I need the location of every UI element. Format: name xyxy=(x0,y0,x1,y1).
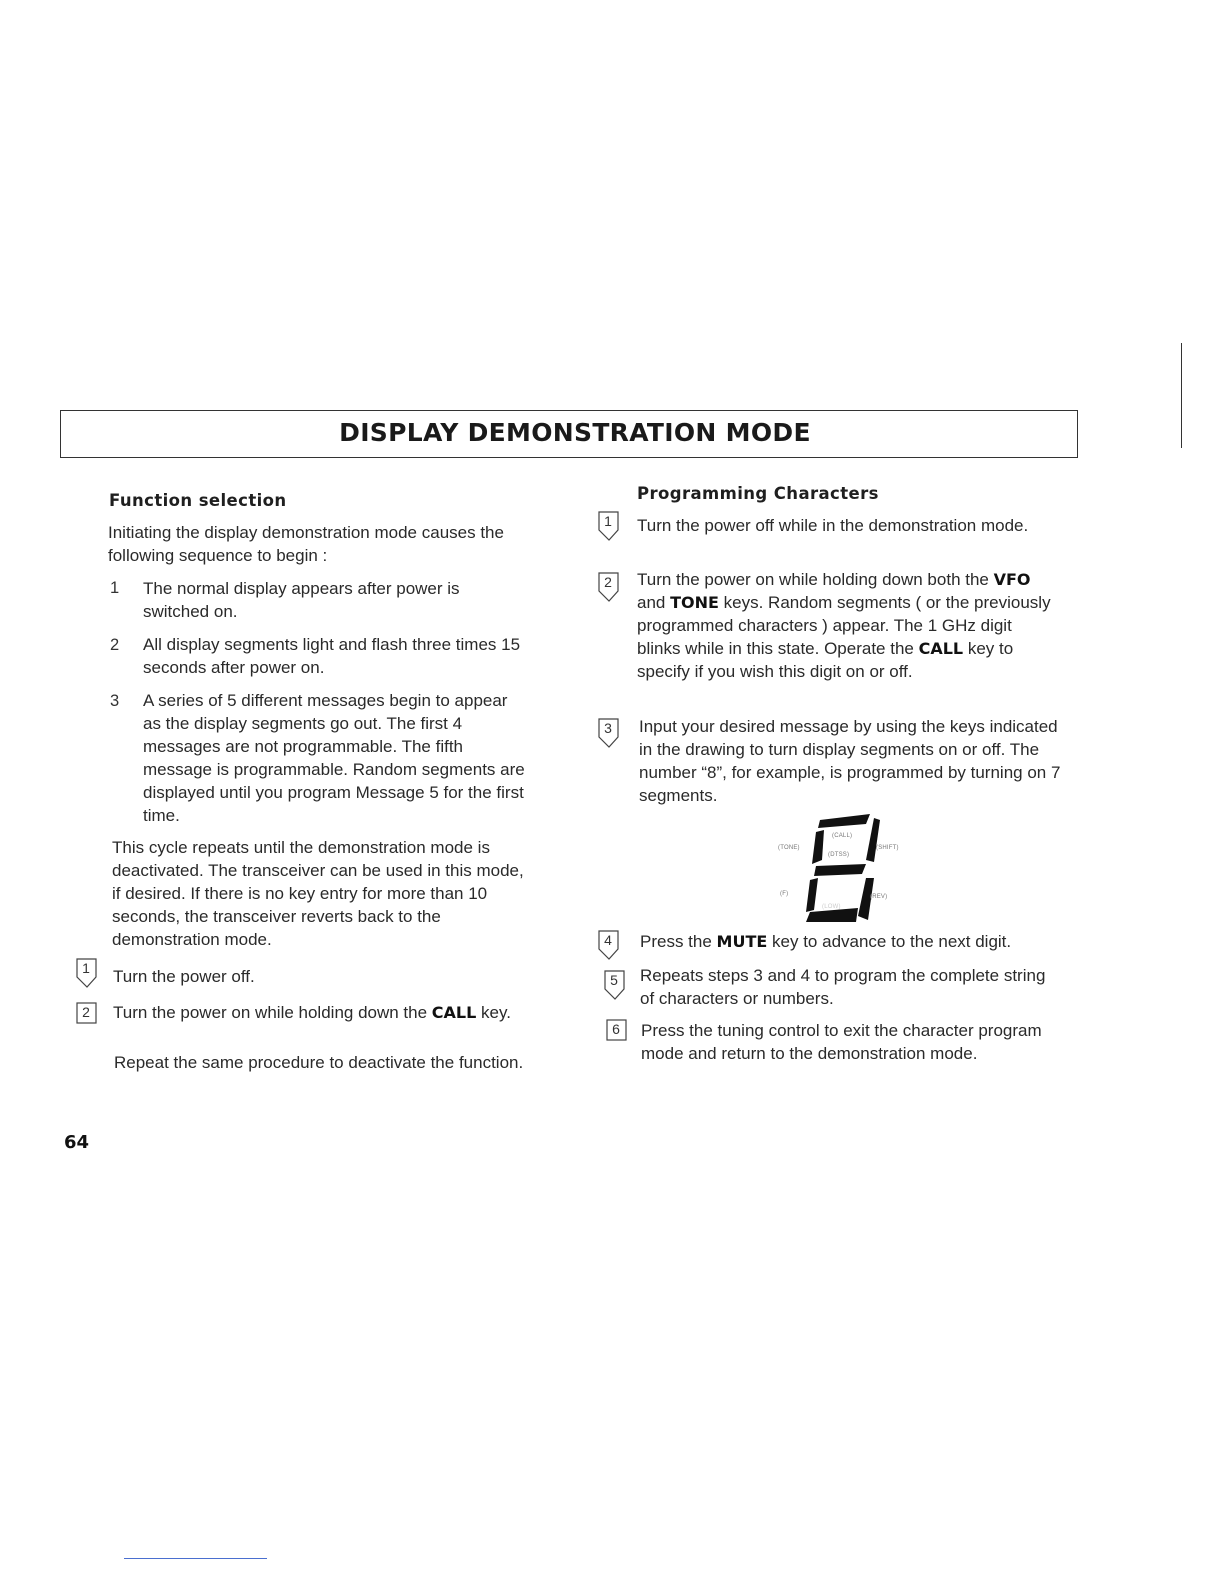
intro-paragraph: Initiating the display demonstration mode causes the following sequence to begin : xyxy=(108,523,504,565)
step-6-icon: 6 xyxy=(606,1018,628,1048)
banner-top-rule xyxy=(60,410,1078,411)
right-step-6-text: Press the tuning control to exit the character program mode and return to the demonstration mode. xyxy=(641,1021,1042,1063)
vfo-key-label: VFO xyxy=(993,570,1031,589)
list-item: All display segments light and flash three times 15 seconds after power on. xyxy=(143,635,521,677)
list-number: 2 xyxy=(110,636,120,654)
right-step-1-text: Turn the power off while in the demonstration mode. xyxy=(637,516,1029,535)
right-step-3-text: Input your desired message by using the keys indicated in the drawing to turn display segments on or off. The number “8”, for example, is programmed by turning on 7 segments. xyxy=(639,717,1061,805)
step-2-icon: 2 xyxy=(76,1001,98,1031)
function-selection-heading: Function selection xyxy=(109,491,287,510)
step-1-icon: 1 xyxy=(76,957,98,987)
right-step-5-text: Repeats steps 3 and 4 to program the complete string of characters or numbers. xyxy=(640,966,1046,1008)
f-segment-label: (F) xyxy=(780,891,789,897)
banner-bottom-rule xyxy=(60,457,1078,458)
page-title: DISPLAY DEMONSTRATION MODE xyxy=(339,418,811,447)
right-step-4-text: Press the MUTE key to advance to the next digit. xyxy=(640,932,1012,951)
left-step-1-text: Turn the power off. xyxy=(113,967,255,986)
list-number: 3 xyxy=(110,692,120,710)
shift-segment-label: (SHIFT) xyxy=(876,845,899,851)
step-2-icon: 2 xyxy=(598,571,620,601)
rev-segment-label: (REV) xyxy=(870,894,888,900)
step-3-icon: 3 xyxy=(598,717,620,747)
tone-segment-label: (TONE) xyxy=(778,845,800,851)
step-4-icon: 4 xyxy=(598,929,620,959)
step-5-icon: 5 xyxy=(604,969,626,999)
mute-key-label: MUTE xyxy=(716,932,768,951)
page-edge-rule xyxy=(1181,343,1182,448)
right-step-2-text: Turn the power on while holding down both the VFO and TONE keys. Random segments ( or the previously programmed characters ) appear. The 1 GHz digit blinks while in this state. Operate the CALL key to specify if you wish this digit on or off. xyxy=(637,570,1051,681)
cycle-paragraph: This cycle repeats until the demonstration mode is deactivated. The transceiver can be used in this mode, if desired. If there is no key entry for more than 10 seconds, the transceiver reverts back to the demonstration mode. xyxy=(112,838,524,949)
step-1-icon: 1 xyxy=(598,510,620,540)
dtss-segment-label: (DTSS) xyxy=(828,852,850,858)
left-step-2-text: Turn the power on while holding down the CALL key. xyxy=(113,1003,511,1022)
page-number: 64 xyxy=(64,1132,90,1153)
list-item: A series of 5 different messages begin to appear as the display segments go out. The first 4 messages are not programmable. The fifth message is programmable. Random segments are displayed until you program Message 5 for the first time. xyxy=(143,691,525,825)
call-key-label: CALL xyxy=(918,639,964,658)
list-item: The normal display appears after power is switched on. xyxy=(143,579,460,621)
tone-key-label: TONE xyxy=(670,593,719,612)
list-number: 1 xyxy=(110,579,120,597)
call-key-label: CALL xyxy=(431,1003,477,1022)
seven-segment-diagram xyxy=(770,812,910,927)
call-segment-label: (CALL) xyxy=(832,833,853,839)
footer-rule xyxy=(124,1558,267,1559)
programming-characters-heading: Programming Characters xyxy=(637,484,879,503)
low-segment-label: (LOW) xyxy=(822,904,841,910)
repeat-paragraph: Repeat the same procedure to deactivate the function. xyxy=(114,1053,524,1072)
